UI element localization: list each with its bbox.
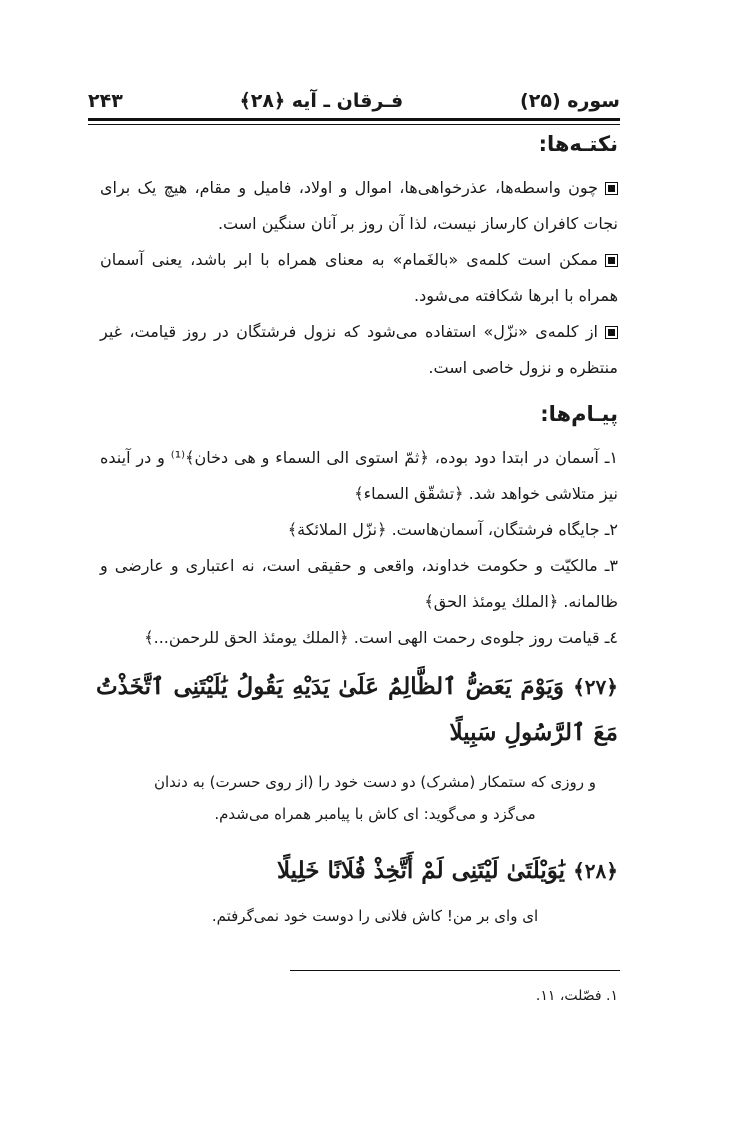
verse-number: ﴿۲۷﴾ bbox=[573, 675, 618, 699]
verse-text: يَٰوَيْلَتَىٰ لَيْتَنِى لَمْ أَتَّخِذْ فُلَانًا خَلِيلًا bbox=[276, 857, 566, 884]
square-bullet-icon bbox=[605, 182, 618, 195]
square-bullet-icon bbox=[605, 326, 618, 339]
note-item: چون واسطه‌ها، عذرخواهی‌ها، اموال و اولاد، فامیل و مقام، هیچ یک برای نجات کافران کارساز نیست، لذا آن روز بر آنان سنگین است. bbox=[100, 178, 618, 233]
header-rule-thin bbox=[88, 124, 620, 125]
message-item: ۲ـ جایگاه فرشتگان، آسمان‌هاست. ﴿نزّل الملائكة﴾ bbox=[287, 520, 618, 539]
footnote-rule bbox=[290, 970, 620, 971]
quran-verse-28 bbox=[277, 848, 618, 894]
verse-translation: و روزی که ستمکار (مشرک) دو دست خود را (از روی حسرت) به دندان می‌گزد و می‌گوید: ای کاش با پیامبر همراه می‌شدم. bbox=[153, 773, 597, 823]
verse-number: ﴿۲۸﴾ bbox=[573, 859, 618, 883]
note-item: ممکن است کلمه‌ی «بالغَمام» به معنای همراه با ابر باشد، یعنی آسمان همراه با ابرها شکافته می‌شود. bbox=[100, 250, 618, 305]
notes-title: نکتـه‌ها: bbox=[538, 132, 618, 156]
footnote: ۱. فصّلت، ۱۱. bbox=[535, 988, 618, 1004]
quran-verse-27 bbox=[96, 664, 618, 756]
message-item: ۱ـ آسمان در ابتدا دود بوده، ﴿ثمّ استوی الی السماء و هی دخان﴾⁽¹⁾ و در آینده نیز متلاشی خواهد شد. ﴿تشقّق السماء﴾ bbox=[100, 448, 618, 503]
verse-text: وَيَوْمَ يَعَضُّ ٱلظَّالِمُ عَلَىٰ يَدَيْهِ يَقُولُ يَٰلَيْتَنِى ٱتَّخَذْتُ مَعَ ٱلرَّسُولِ سَبِيلًا bbox=[96, 673, 618, 746]
message-item: ۳ـ مالکیّت و حکومت خداوند، واقعی و حقیقی است، نه اعتباری و عارضی و ظالمانه. ﴿الملك يومئذ الحق﴾ bbox=[100, 556, 618, 611]
messages-title: پیـام‌ها: bbox=[540, 402, 618, 426]
note-item: از کلمه‌ی «نزّل» استفاده می‌شود که نزول فرشتگان در روز قیامت، غیر منتظره و نزول خاصی است. bbox=[100, 322, 618, 377]
square-bullet-icon bbox=[605, 254, 618, 267]
header-rule bbox=[88, 118, 620, 121]
page-header bbox=[88, 86, 620, 116]
surah-label: سوره (۲۵) bbox=[520, 90, 620, 112]
message-item: ٤ـ قیامت روز جلوه‌ی رحمت الهی است. ﴿الملك يومئذ الحق للرحمن...﴾ bbox=[144, 628, 618, 647]
verse-title: فـرقان ـ آیه ﴿۲۸﴾ bbox=[239, 90, 404, 112]
page-number: ۲۴۳ bbox=[88, 90, 123, 112]
verse-translation: ای وای بر من! کاش فلانی را دوست خود نمی‌گرفتم. bbox=[211, 907, 539, 925]
